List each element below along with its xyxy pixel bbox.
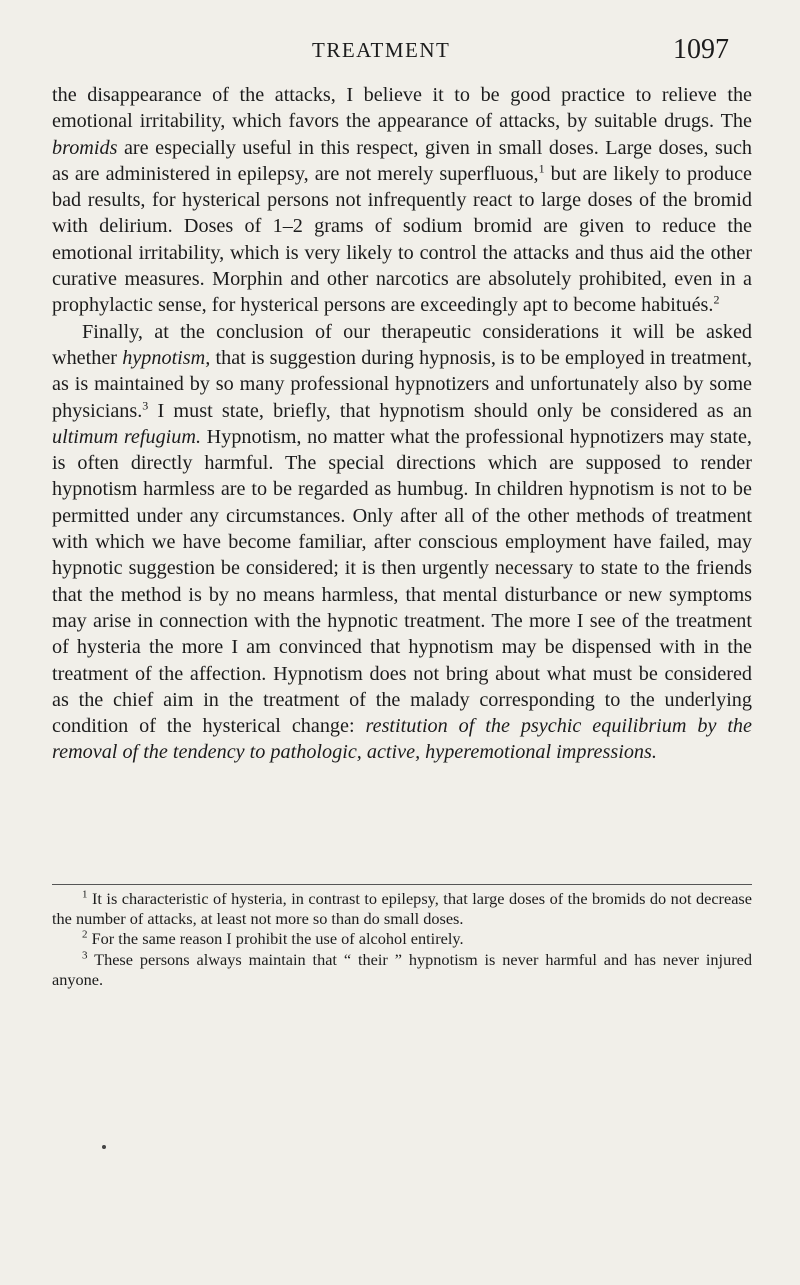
emphasis-conclusion: restitution of the psychic equilibrium by the removal of the tendency to pathologic, active, hyperemotional impressions. xyxy=(52,715,752,764)
emphasis-ultimum-refugium: ultimum refugium. xyxy=(52,425,202,448)
emphasis-bromids: bromids xyxy=(52,136,118,159)
footnote-1 xyxy=(52,889,752,929)
text-run: that is suggestion during hypnosis, is to be employed in treatment, as is maintained by so many professional hypnotizers and unfortunately also by some physicians. xyxy=(52,346,752,422)
page-number: 1097 xyxy=(673,34,729,65)
footnote-mark: 2 xyxy=(82,928,88,941)
footnote-text: It is characteristic of hysteria, in contrast to epilepsy, that large doses of the bromids do not decrease the number of attacks, at least not more so than do small doses. xyxy=(52,889,752,929)
emphasis-hypnotism: hypnotism, xyxy=(122,346,211,369)
paragraph-1 xyxy=(52,82,752,319)
footnote-2 xyxy=(52,929,752,949)
text-run: Hypnotism, no matter what the professional hypnotizers may state, is often directly harmful. The special directions which are supposed to render hypnotism harmless are to be regarded as humbug. In children hypnotism is not to be permitted under any circumstances. Only after all of the other methods of treatment with which we have become familiar, after conscious employment have failed, may hypnotic suggestion be considered; it is then urgently necessary to state to the friends that the method is by no means harmless, that mental disturbance or new symptoms may arise in connection with the hypnotic treatment. The more I see of the treatment of hysteria the more I am convinced that hypnotism may be dispensed with in the treatment of the affection. Hypnotism does not bring about what must be considered as the chief aim in the treatment of the malady corresponding to the underlying condition of the hysterical change: xyxy=(52,425,752,738)
page-header xyxy=(0,34,800,70)
footnote-ref-3: 3 xyxy=(142,397,149,412)
footnote-mark: 3 xyxy=(82,949,88,962)
paragraph-2 xyxy=(52,319,752,766)
text-run: I must state, briefly, that hypnotism should only be considered as an xyxy=(148,399,752,422)
footnotes xyxy=(52,889,752,990)
ink-speck xyxy=(102,1145,106,1149)
running-head: TREATMENT xyxy=(312,38,451,62)
footnote-mark: 1 xyxy=(82,888,88,901)
text-run: Finally, at the conclusion of our therapeutic considerations it will be asked whether xyxy=(52,320,752,369)
text-run: but are likely to produce bad results, for hysterical persons not infrequently react to large doses of the bromid with delirium. Doses of 1–2 grams of sodium bromid are given to reduce the emotional irritability, which is very likely to control the attacks and thus aid the other curative measures. Morphin and other narcotics are absolutely prohibited, even in a prophylactic sense, for hysterical persons are exceedingly apt to become habitués. xyxy=(52,162,752,317)
text-run: are especially useful in this respect, given in small doses. Large doses, such as are administered in epilepsy, are not merely superfluous, xyxy=(52,136,752,185)
body-text xyxy=(52,82,752,766)
footnote-text: For the same reason I prohibit the use of alcohol entirely. xyxy=(91,929,464,949)
footnote-3 xyxy=(52,950,752,990)
footnote-divider xyxy=(52,884,752,885)
footnote-ref-1: 1 xyxy=(538,161,545,176)
footnote-text: These persons always maintain that “ their ” hypnotism is never harmful and has never injured anyone. xyxy=(52,949,753,989)
footnote-ref-2: 2 xyxy=(713,292,720,307)
text-run: the disappearance of the attacks, I believe it to be good practice to relieve the emotional irritability, which favors the appearance of attacks, by suitable drugs. The xyxy=(52,84,752,133)
